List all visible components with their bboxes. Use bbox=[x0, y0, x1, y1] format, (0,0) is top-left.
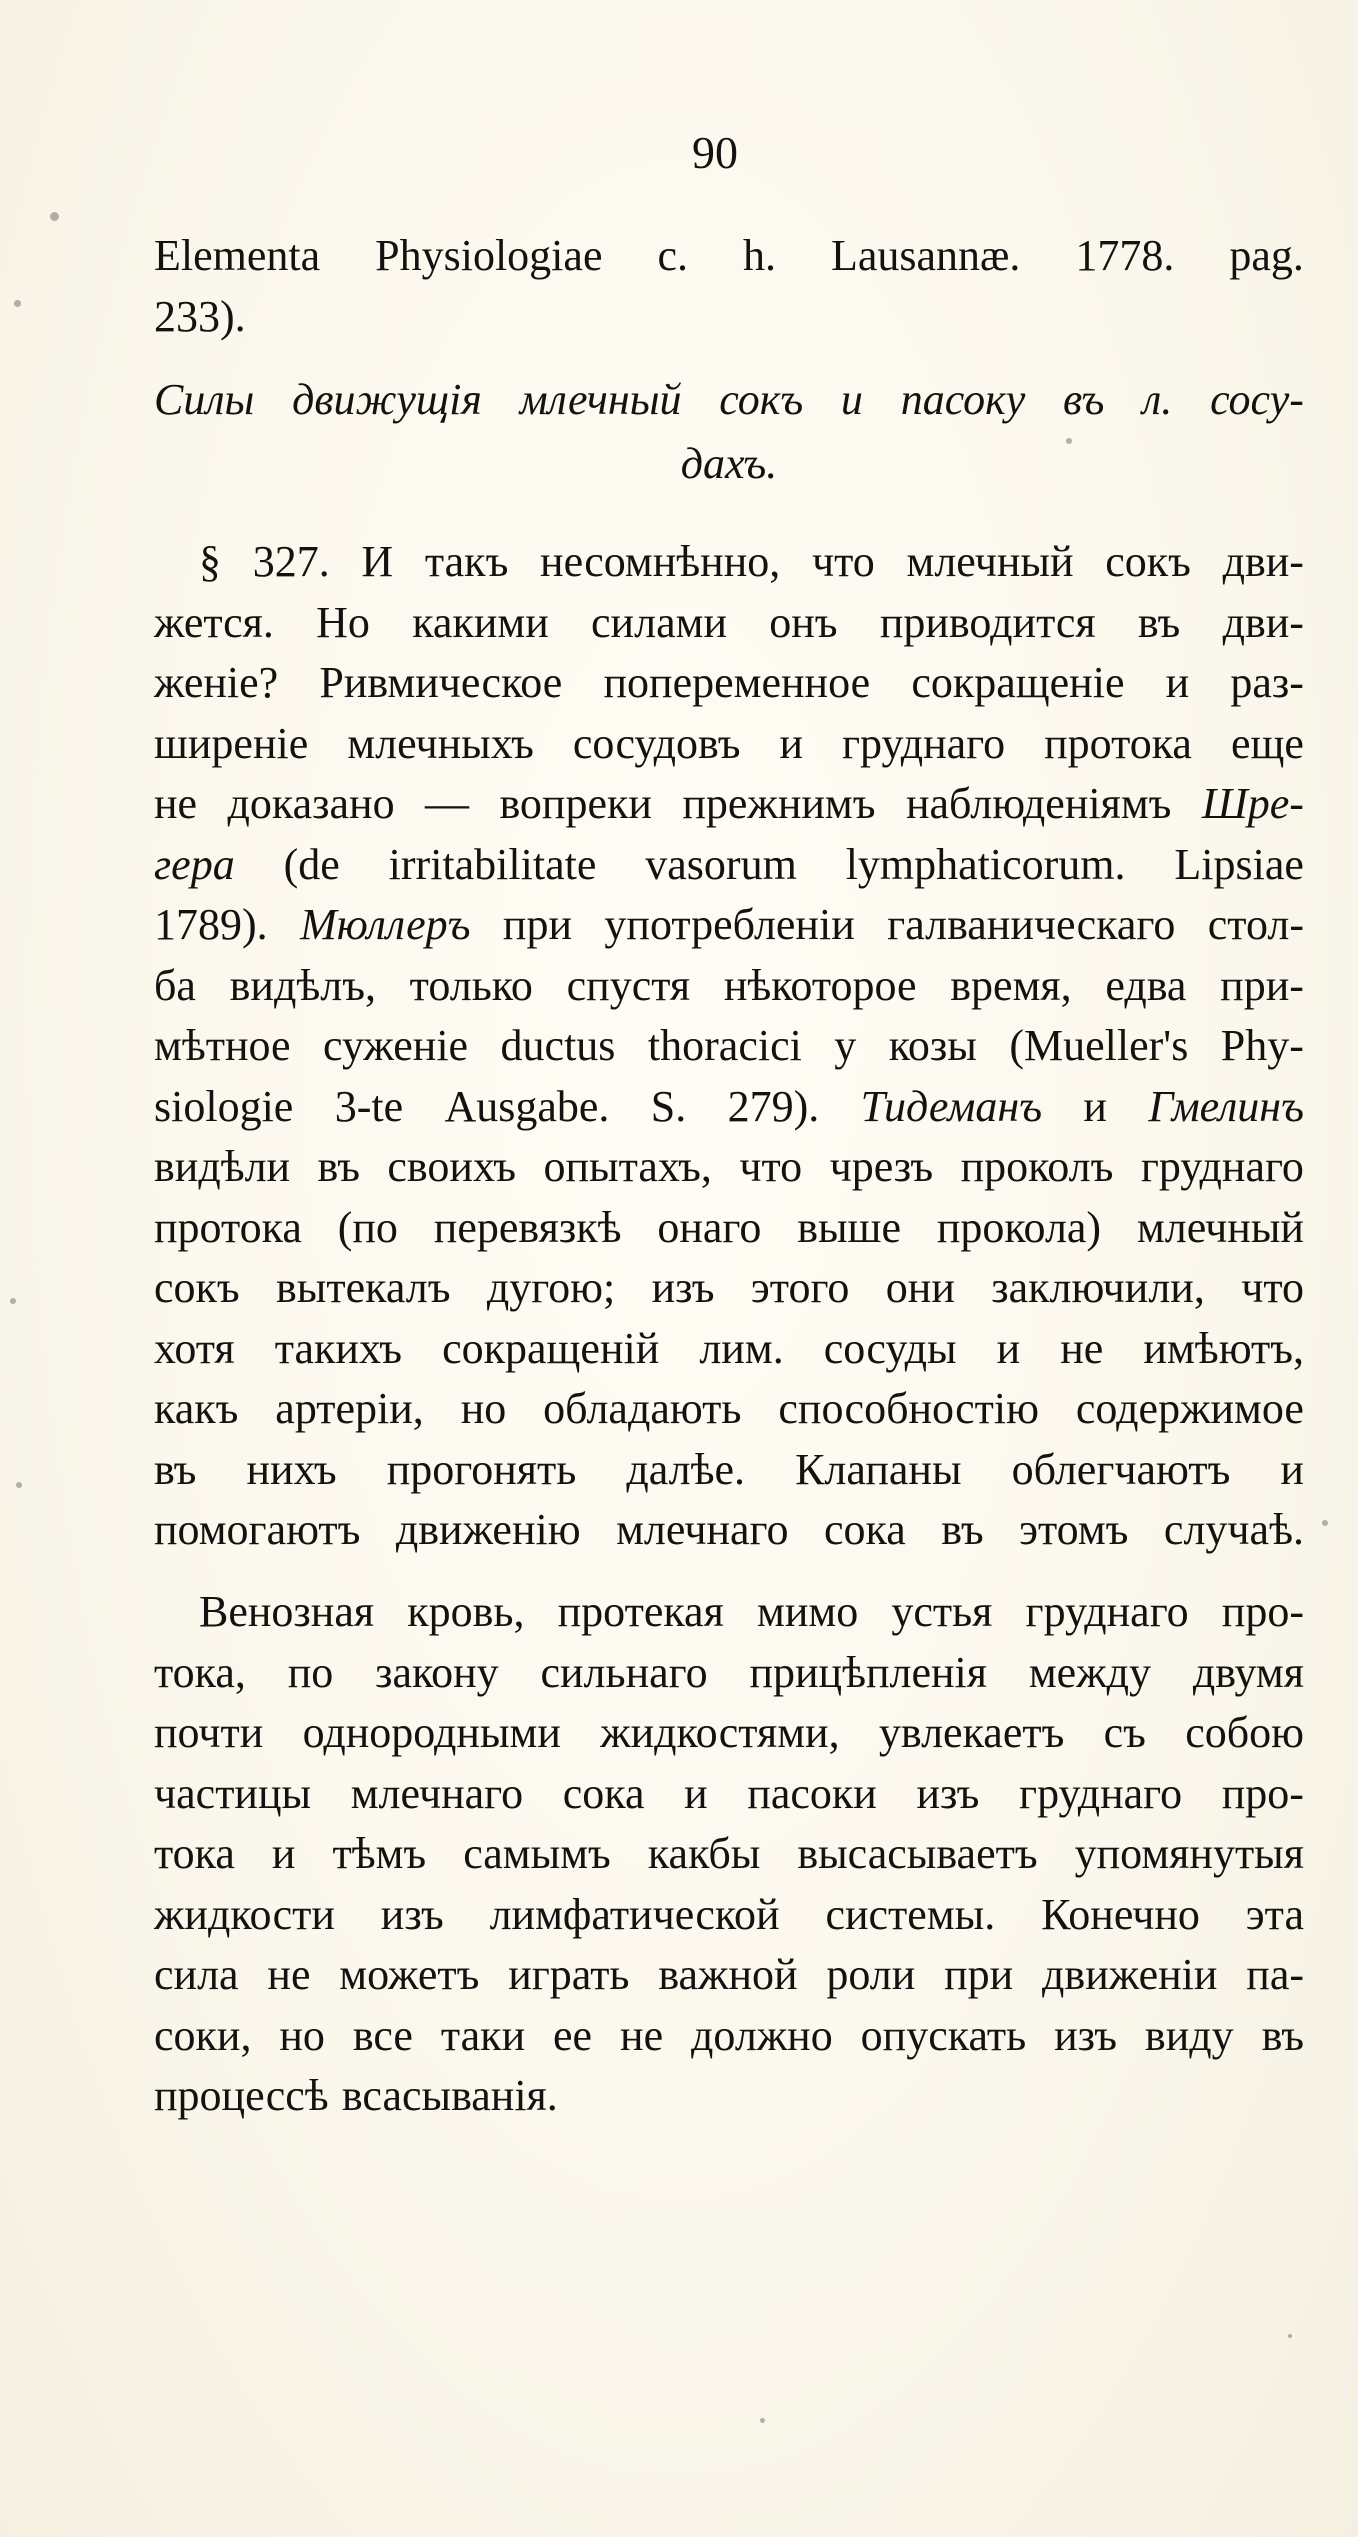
word: своихъ bbox=[387, 1142, 517, 1191]
word: тока, bbox=[154, 1647, 246, 1697]
word: женіе? bbox=[154, 658, 279, 707]
word: и bbox=[779, 718, 803, 768]
word: только bbox=[409, 960, 533, 1010]
word: имѣютъ, bbox=[1143, 1323, 1304, 1373]
word: но bbox=[460, 1384, 507, 1433]
word: Мюллеръ bbox=[300, 900, 471, 949]
word: что bbox=[811, 537, 875, 586]
word: и bbox=[271, 1829, 296, 1878]
text-line bbox=[154, 895, 1304, 956]
paper-speck bbox=[1322, 1520, 1328, 1526]
word: протекая bbox=[557, 1587, 724, 1636]
word: ductus bbox=[500, 1021, 616, 1070]
text-line bbox=[154, 1885, 1304, 1946]
word: увлекаетъ bbox=[878, 1708, 1065, 1757]
word: и bbox=[1083, 1081, 1107, 1131]
word: употребленіи bbox=[604, 900, 855, 949]
word: ба bbox=[154, 960, 196, 1010]
word: 1789). bbox=[154, 900, 268, 949]
word: дви- bbox=[1222, 537, 1304, 586]
word: и bbox=[1280, 1444, 1304, 1494]
word: прежнимъ bbox=[682, 779, 876, 828]
word: въ bbox=[941, 1505, 984, 1554]
word: груднаго bbox=[1019, 1768, 1183, 1818]
word: изъ bbox=[380, 1889, 444, 1939]
text-line bbox=[154, 226, 1304, 287]
word: выше bbox=[797, 1202, 901, 1252]
word: попеременное bbox=[603, 658, 871, 707]
word: Ривмическое bbox=[319, 658, 563, 707]
text-line bbox=[154, 956, 1304, 1017]
word: Lipsiae bbox=[1174, 839, 1304, 889]
word: сосуды bbox=[823, 1323, 957, 1373]
word: изъ bbox=[916, 1768, 980, 1818]
word: мимо bbox=[756, 1587, 859, 1636]
word: Physiologiae bbox=[375, 231, 603, 280]
word: нихъ bbox=[246, 1444, 337, 1494]
text-line bbox=[154, 714, 1304, 775]
word: и bbox=[840, 375, 863, 424]
word: ее bbox=[553, 2010, 593, 2060]
word: ширеніе bbox=[154, 718, 309, 768]
word: этого bbox=[750, 1263, 850, 1312]
reference-continuation bbox=[154, 226, 1304, 347]
word: не bbox=[1060, 1323, 1104, 1373]
word: Elementa bbox=[154, 231, 321, 280]
word: артеріи, bbox=[275, 1384, 424, 1433]
word: не bbox=[620, 2010, 664, 2060]
word: между bbox=[1028, 1647, 1151, 1697]
paper-speck bbox=[760, 2418, 765, 2423]
word: онаго bbox=[657, 1202, 762, 1252]
word: вытекалъ bbox=[276, 1263, 451, 1312]
word: хотя bbox=[154, 1323, 235, 1373]
word: такъ bbox=[424, 537, 509, 586]
word: жидкости bbox=[154, 1889, 335, 1939]
text-line bbox=[154, 1945, 1304, 2006]
word: pag. bbox=[1229, 231, 1304, 280]
text-line bbox=[154, 1319, 1304, 1380]
word: па- bbox=[1246, 1950, 1304, 1999]
word: млечнаго bbox=[616, 1505, 789, 1554]
paragraph-venous-blood bbox=[154, 1582, 1304, 2127]
word: лимфатической bbox=[489, 1889, 780, 1939]
word: (de bbox=[283, 839, 340, 889]
word: стол- bbox=[1207, 900, 1304, 949]
word: играть bbox=[508, 1950, 630, 1999]
word: 327. bbox=[252, 537, 330, 586]
word: случаѣ. bbox=[1163, 1505, 1304, 1554]
word: пасоку bbox=[900, 375, 1026, 424]
word: жется. bbox=[154, 597, 274, 647]
text-line bbox=[154, 1703, 1304, 1764]
word: Силы bbox=[154, 375, 255, 424]
word: видѣлъ, bbox=[229, 960, 376, 1010]
word: этомъ bbox=[1019, 1505, 1129, 1554]
word: Lausannæ. bbox=[831, 231, 1021, 280]
word: сокъ bbox=[719, 375, 804, 424]
word: какбы bbox=[647, 1829, 761, 1878]
word: И bbox=[361, 537, 394, 586]
text-line bbox=[154, 1258, 1304, 1319]
word: lymphaticorum. bbox=[845, 839, 1126, 889]
word: должно bbox=[691, 2010, 833, 2060]
word: сокращеніе bbox=[911, 658, 1125, 707]
word: изъ bbox=[651, 1263, 715, 1312]
word: тока bbox=[154, 1829, 235, 1878]
word: въ bbox=[154, 1444, 197, 1494]
word: thoracici bbox=[647, 1021, 802, 1070]
word: Гмелинъ bbox=[1148, 1081, 1304, 1131]
word: Шре- bbox=[1201, 779, 1304, 828]
word: — bbox=[425, 779, 470, 828]
page-number: 90 bbox=[692, 127, 738, 178]
word: упомянутыя bbox=[1074, 1829, 1304, 1878]
text-line bbox=[154, 368, 1304, 432]
word: едва bbox=[1105, 960, 1187, 1010]
paper-speck bbox=[50, 212, 59, 221]
word: Конечно bbox=[1041, 1889, 1200, 1939]
word: груднаго bbox=[842, 718, 1006, 768]
word: дахъ. bbox=[680, 439, 778, 488]
word: S. bbox=[650, 1081, 687, 1131]
word: эта bbox=[1245, 1889, 1304, 1939]
word: по bbox=[287, 1647, 334, 1697]
word: irritabilitate bbox=[388, 839, 597, 889]
word: сосудовъ bbox=[572, 718, 741, 768]
paper-speck bbox=[14, 300, 21, 307]
word: обладають bbox=[543, 1384, 742, 1433]
word: мѣтное bbox=[154, 1021, 291, 1070]
text-line bbox=[154, 1764, 1304, 1825]
word: дугою; bbox=[486, 1263, 616, 1312]
text-line bbox=[154, 653, 1304, 714]
word: галваническаго bbox=[887, 900, 1176, 949]
word: частицы bbox=[154, 1768, 312, 1818]
word: не bbox=[154, 779, 198, 828]
word: несомнѣнно, bbox=[540, 537, 781, 586]
word: Ausgabe. bbox=[444, 1081, 610, 1131]
word: процессѣ bbox=[154, 2071, 329, 2120]
text-line bbox=[154, 2066, 1304, 2127]
word: заключили, bbox=[991, 1263, 1205, 1312]
word: 233). bbox=[154, 291, 246, 341]
word: раз- bbox=[1230, 658, 1304, 707]
paper-speck bbox=[1288, 2334, 1292, 2338]
text-line bbox=[154, 774, 1304, 835]
text-line bbox=[154, 432, 1304, 496]
word: и bbox=[684, 1768, 708, 1818]
paragraph-327 bbox=[154, 532, 1304, 1561]
word: соки, bbox=[154, 2010, 252, 2060]
word: прогонять bbox=[386, 1444, 577, 1494]
text-line bbox=[154, 1198, 1304, 1259]
word: устья bbox=[891, 1587, 993, 1636]
text-line bbox=[154, 1379, 1304, 1440]
word: что bbox=[739, 1142, 803, 1191]
word: въ bbox=[1137, 597, 1181, 647]
word: облегчаютъ bbox=[1011, 1444, 1231, 1494]
word: еще bbox=[1230, 718, 1304, 768]
word: они bbox=[885, 1263, 955, 1312]
word: что bbox=[1241, 1263, 1304, 1312]
word: жидкостями, bbox=[600, 1708, 840, 1757]
word: таки bbox=[440, 2010, 526, 2060]
word: содержимое bbox=[1075, 1384, 1304, 1433]
word: сокращеній bbox=[442, 1323, 660, 1373]
word: суженіе bbox=[323, 1021, 469, 1070]
text-line bbox=[154, 1440, 1304, 1501]
word: vasorum bbox=[645, 839, 797, 889]
word: млечный bbox=[519, 375, 682, 424]
word: онъ bbox=[769, 597, 838, 647]
word: можетъ bbox=[339, 1950, 480, 1999]
word: козы bbox=[888, 1021, 977, 1070]
text-line bbox=[154, 835, 1304, 896]
word: при- bbox=[1220, 960, 1304, 1010]
word: роли bbox=[826, 1950, 916, 1999]
word: спустя bbox=[566, 960, 691, 1010]
word: высасываетъ bbox=[797, 1829, 1038, 1878]
word: силами bbox=[591, 597, 727, 647]
paper-speck bbox=[16, 1482, 22, 1488]
text-line bbox=[154, 1137, 1304, 1198]
word: и bbox=[1165, 658, 1190, 707]
word: наблюденіямъ bbox=[905, 779, 1172, 828]
word: чрезъ bbox=[829, 1142, 934, 1191]
word: при bbox=[502, 900, 572, 949]
word: Венозная bbox=[199, 1587, 375, 1636]
word: не bbox=[267, 1950, 311, 1999]
section-heading bbox=[154, 368, 1304, 496]
word: сокъ bbox=[154, 1263, 240, 1312]
word: при bbox=[944, 1950, 1014, 1999]
word: млечнаго bbox=[350, 1768, 524, 1818]
word: вопреки bbox=[499, 779, 652, 828]
word: у bbox=[834, 1021, 857, 1070]
text-line bbox=[154, 1077, 1304, 1138]
word: протока bbox=[154, 1202, 302, 1252]
word: § bbox=[199, 537, 221, 586]
word: важной bbox=[658, 1950, 798, 1999]
word: движеніи bbox=[1042, 1950, 1218, 1999]
word: опускать bbox=[860, 2010, 1027, 2060]
word: помогаютъ bbox=[154, 1505, 361, 1554]
word: пасоки bbox=[747, 1768, 877, 1818]
word: Но bbox=[316, 597, 370, 647]
word: съ bbox=[1103, 1708, 1146, 1757]
word: доказано bbox=[227, 779, 395, 828]
word: такихъ bbox=[274, 1323, 403, 1373]
word: время, bbox=[950, 960, 1072, 1010]
word: все bbox=[352, 2010, 413, 2060]
word: груднаго bbox=[1025, 1587, 1189, 1636]
word: млечный bbox=[1136, 1202, 1304, 1252]
word: (Mueller's bbox=[1009, 1021, 1189, 1070]
word: про- bbox=[1221, 1587, 1304, 1636]
word: далѣе. bbox=[626, 1444, 746, 1494]
text-line bbox=[154, 1643, 1304, 1704]
word: виду bbox=[1144, 2010, 1234, 2060]
text-line bbox=[154, 287, 1304, 348]
word: самымъ bbox=[463, 1829, 611, 1878]
word: Phy- bbox=[1220, 1021, 1304, 1070]
word: видѣли bbox=[154, 1142, 291, 1191]
word: сокъ bbox=[1105, 537, 1191, 586]
word: тѣмъ bbox=[332, 1829, 427, 1878]
word: дви- bbox=[1222, 597, 1304, 647]
word: какими bbox=[412, 597, 549, 647]
word: груднаго bbox=[1140, 1142, 1304, 1191]
text-line bbox=[154, 2006, 1304, 2067]
word: способностію bbox=[778, 1384, 1039, 1433]
word: движущія bbox=[292, 375, 482, 424]
word: лим. bbox=[699, 1323, 784, 1373]
word: прокола) bbox=[936, 1202, 1102, 1252]
word: какъ bbox=[154, 1384, 239, 1433]
text-line bbox=[154, 532, 1304, 593]
text-line bbox=[154, 1500, 1304, 1561]
word: но bbox=[279, 2010, 325, 2060]
word: сока bbox=[562, 1768, 645, 1818]
word: Клапаны bbox=[795, 1444, 962, 1494]
word: системы. bbox=[825, 1889, 996, 1939]
word: про- bbox=[1221, 1768, 1304, 1818]
word: сильнаго bbox=[540, 1647, 708, 1697]
word: прицѣпленія bbox=[749, 1647, 988, 1697]
word: сила bbox=[154, 1950, 239, 1999]
word: Тидеманъ bbox=[860, 1081, 1043, 1131]
word: гера bbox=[154, 839, 235, 889]
word: сока bbox=[823, 1505, 906, 1554]
word: h. bbox=[743, 231, 776, 280]
word: въ bbox=[1063, 375, 1105, 424]
text-line bbox=[154, 1016, 1304, 1077]
word: кровь, bbox=[407, 1587, 525, 1636]
word: собою bbox=[1185, 1708, 1304, 1757]
word: siologie bbox=[154, 1081, 294, 1131]
word: 1778. bbox=[1075, 231, 1175, 280]
word: 3-te bbox=[334, 1081, 404, 1131]
word: въ bbox=[1261, 2010, 1304, 2060]
word: (по bbox=[337, 1202, 398, 1252]
word: въ bbox=[317, 1142, 360, 1191]
word: закону bbox=[375, 1647, 499, 1697]
word: опытахъ, bbox=[543, 1142, 712, 1191]
word: сосу- bbox=[1210, 375, 1304, 424]
text-line bbox=[154, 1824, 1304, 1885]
word: c. bbox=[657, 231, 688, 280]
word: двумя bbox=[1192, 1647, 1304, 1697]
word: млечныхъ bbox=[347, 718, 534, 768]
word: всасыванія. bbox=[341, 2071, 558, 2120]
word: протока bbox=[1044, 718, 1192, 768]
text-line bbox=[154, 1582, 1304, 1643]
text-line bbox=[154, 593, 1304, 654]
word: нѣкоторое bbox=[723, 960, 917, 1010]
word: почти bbox=[154, 1708, 264, 1757]
word: л. bbox=[1142, 375, 1173, 424]
word: движенію bbox=[395, 1505, 581, 1554]
word: приводится bbox=[879, 597, 1096, 647]
paper-speck bbox=[1066, 438, 1072, 444]
word: перевязкѣ bbox=[433, 1202, 622, 1252]
word: однородными bbox=[302, 1708, 561, 1757]
paper-speck bbox=[10, 1298, 16, 1304]
word: млечный bbox=[906, 537, 1074, 586]
word: проколъ bbox=[960, 1142, 1114, 1191]
word: 279). bbox=[727, 1081, 820, 1131]
word: и bbox=[996, 1323, 1021, 1373]
word: изъ bbox=[1054, 2010, 1117, 2060]
